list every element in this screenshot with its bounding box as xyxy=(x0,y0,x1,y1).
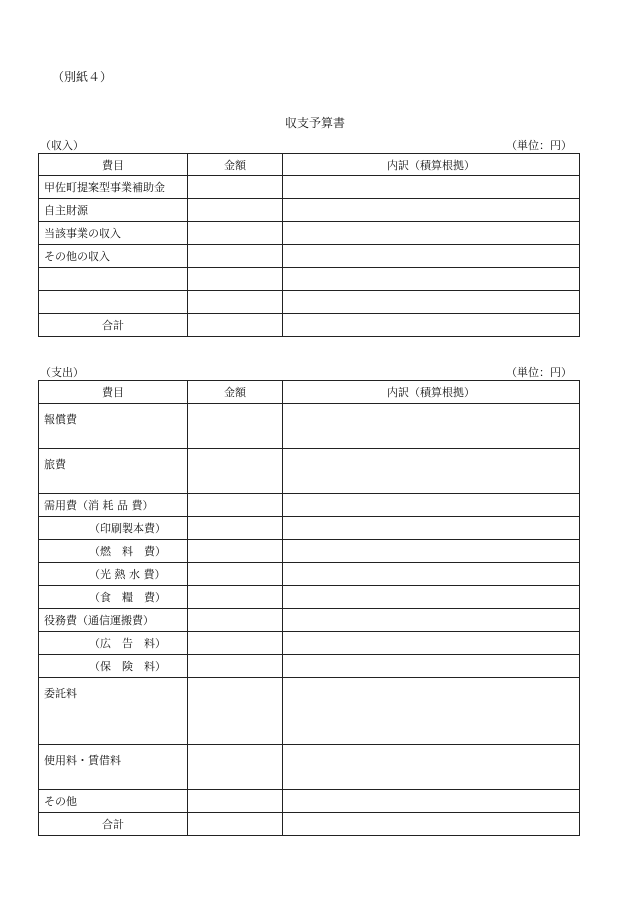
breakdown-cell[interactable] xyxy=(283,176,580,199)
attachment-label: （別紙４） xyxy=(52,70,113,84)
table-row xyxy=(39,563,580,586)
breakdown-cell[interactable] xyxy=(283,517,580,540)
table-row xyxy=(39,404,580,449)
amount-cell[interactable] xyxy=(188,404,283,449)
total-breakdown-cell[interactable] xyxy=(283,813,580,836)
table-row xyxy=(39,586,580,609)
amount-cell[interactable] xyxy=(188,678,283,745)
amount-cell[interactable] xyxy=(188,517,283,540)
amount-cell[interactable] xyxy=(188,745,283,790)
income-header-row xyxy=(39,154,580,176)
column-header-item: 費目 xyxy=(39,154,188,176)
breakdown-cell[interactable] xyxy=(283,494,580,517)
expense-header-row xyxy=(39,381,580,404)
breakdown-cell[interactable] xyxy=(283,678,580,745)
table-row xyxy=(39,609,580,632)
amount-cell[interactable] xyxy=(188,790,283,813)
amount-cell[interactable] xyxy=(188,291,283,314)
item-cell[interactable] xyxy=(39,268,188,291)
item-cell: 需用費（消 耗 品 費） xyxy=(39,494,188,517)
column-header-amount: 金額 xyxy=(188,154,283,176)
amount-cell[interactable] xyxy=(188,199,283,222)
table-row xyxy=(39,517,580,540)
table-row xyxy=(39,745,580,790)
item-cell: （広 告 料） xyxy=(39,632,188,655)
expense-unit-label: （単位：円） xyxy=(506,366,572,379)
amount-cell[interactable] xyxy=(188,540,283,563)
expense-section-label: （支出） xyxy=(40,366,84,379)
item-cell: 使用料・賃借料 xyxy=(39,745,188,790)
amount-cell[interactable] xyxy=(188,222,283,245)
table-row xyxy=(39,678,580,745)
total-label: 合計 xyxy=(39,813,188,836)
item-cell: 当該事業の収入 xyxy=(39,222,188,245)
table-row xyxy=(39,245,580,268)
item-cell[interactable] xyxy=(39,291,188,314)
table-row xyxy=(39,176,580,199)
table-row xyxy=(39,790,580,813)
table-row xyxy=(39,540,580,563)
table-row xyxy=(39,494,580,517)
item-cell: （保 険 料） xyxy=(39,655,188,678)
amount-cell[interactable] xyxy=(188,563,283,586)
item-cell: 報償費 xyxy=(39,404,188,449)
breakdown-cell[interactable] xyxy=(283,268,580,291)
breakdown-cell[interactable] xyxy=(283,609,580,632)
breakdown-cell[interactable] xyxy=(283,586,580,609)
breakdown-cell[interactable] xyxy=(283,655,580,678)
item-cell: 役務費（通信運搬費） xyxy=(39,609,188,632)
total-amount-cell[interactable] xyxy=(188,813,283,836)
table-row xyxy=(39,449,580,494)
item-cell: （光 熱 水 費） xyxy=(39,563,188,586)
item-cell: その他の収入 xyxy=(39,245,188,268)
column-header-breakdown: 内訳（積算根拠） xyxy=(283,381,580,404)
expense-table xyxy=(38,380,580,836)
table-row xyxy=(39,222,580,245)
amount-cell[interactable] xyxy=(188,494,283,517)
breakdown-cell[interactable] xyxy=(283,199,580,222)
breakdown-cell[interactable] xyxy=(283,540,580,563)
item-cell: （食 糧 費） xyxy=(39,586,188,609)
total-breakdown-cell[interactable] xyxy=(283,314,580,337)
amount-cell[interactable] xyxy=(188,449,283,494)
column-header-item: 費目 xyxy=(39,381,188,404)
table-row xyxy=(39,268,580,291)
column-header-breakdown: 内訳（積算根拠） xyxy=(283,154,580,176)
breakdown-cell[interactable] xyxy=(283,245,580,268)
amount-cell[interactable] xyxy=(188,268,283,291)
breakdown-cell[interactable] xyxy=(283,449,580,494)
breakdown-cell[interactable] xyxy=(283,291,580,314)
page-title: 収支予算書 xyxy=(284,116,345,130)
amount-cell[interactable] xyxy=(188,245,283,268)
breakdown-cell[interactable] xyxy=(283,563,580,586)
table-row xyxy=(39,291,580,314)
item-cell: （燃 料 費） xyxy=(39,540,188,563)
breakdown-cell[interactable] xyxy=(283,632,580,655)
breakdown-cell[interactable] xyxy=(283,790,580,813)
item-cell: 自主財源 xyxy=(39,199,188,222)
income-section-label: （収入） xyxy=(40,139,84,152)
breakdown-cell[interactable] xyxy=(283,404,580,449)
item-cell: （印刷製本費） xyxy=(39,517,188,540)
income-total-row xyxy=(39,314,580,337)
table-row xyxy=(39,199,580,222)
income-table xyxy=(38,153,580,337)
amount-cell[interactable] xyxy=(188,609,283,632)
item-cell: 旅費 xyxy=(39,449,188,494)
table-row xyxy=(39,632,580,655)
amount-cell[interactable] xyxy=(188,655,283,678)
total-label: 合計 xyxy=(39,314,188,337)
income-unit-label: （単位：円） xyxy=(506,139,572,152)
expense-total-row xyxy=(39,813,580,836)
amount-cell[interactable] xyxy=(188,586,283,609)
amount-cell[interactable] xyxy=(188,176,283,199)
item-cell: 甲佐町提案型事業補助金 xyxy=(39,176,188,199)
item-cell: 委託料 xyxy=(39,678,188,745)
table-row xyxy=(39,655,580,678)
column-header-amount: 金額 xyxy=(188,381,283,404)
item-cell: その他 xyxy=(39,790,188,813)
total-amount-cell[interactable] xyxy=(188,314,283,337)
breakdown-cell[interactable] xyxy=(283,222,580,245)
breakdown-cell[interactable] xyxy=(283,745,580,790)
amount-cell[interactable] xyxy=(188,632,283,655)
